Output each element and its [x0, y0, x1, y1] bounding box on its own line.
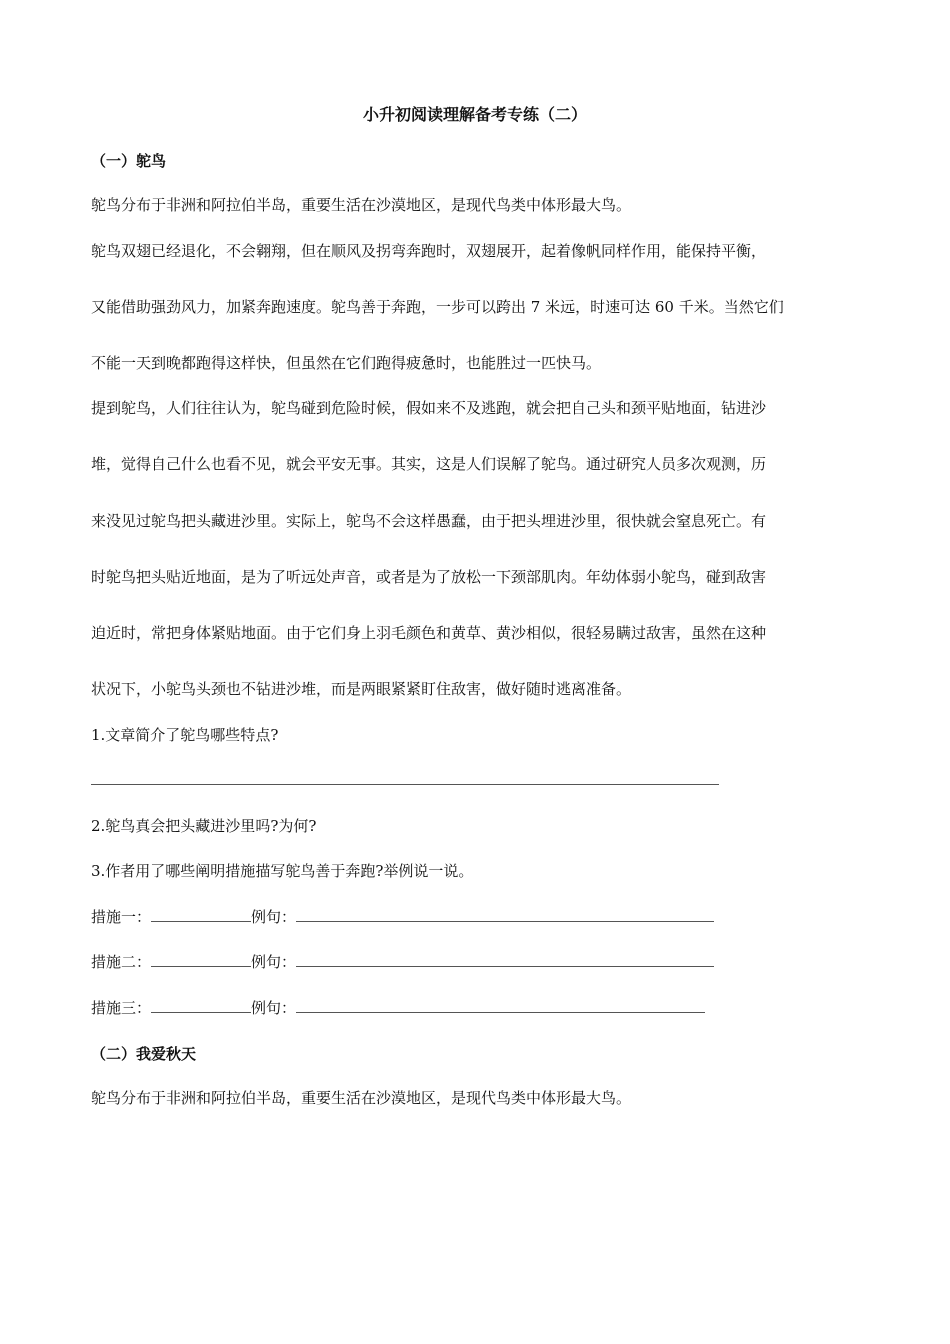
paragraph-running-line-3: 不能一天到晚都跑得这样快，但虽然在它们跑得疲惫时，也能胜过一匹快马。 [91, 354, 602, 372]
paragraph-myth-line-3: 来没见过鸵鸟把头藏进沙里。实际上，鸵鸟不会这样愚蠢，由于把头埋进沙里，很快就会窒息死亡。有 [91, 512, 767, 530]
paragraph-running-line-1: 鸵鸟双翅已经退化，不会翱翔，但在顺风及拐弯奔跑时，双翅展开，起着像帆同样作用，能保持平衡， [91, 242, 767, 260]
answer-line-q1[interactable] [91, 784, 719, 785]
question-3: 3.作者用了哪些阐明措施描写鸵鸟善于奔跑?举例说一说。 [91, 862, 474, 880]
paragraph-myth-line-2: 堆，觉得自己什么也看不见，就会平安无事。其实，这是人们误解了鸵鸟。通过研究人员多次观测，历 [91, 455, 767, 473]
example-blank[interactable] [296, 998, 705, 1013]
paragraph-myth-line-4: 时鸵鸟把头贴近地面，是为了听远处声音，或者是为了放松一下颈部肌肉。年幼体弱小鸵鸟，碰到敌害 [91, 568, 767, 586]
example-blank[interactable] [296, 952, 714, 967]
question-2: 2.鸵鸟真会把头藏进沙里吗?为何? [91, 817, 317, 835]
paragraph-intro: 鸵鸟分布于非洲和阿拉伯半岛，重要生活在沙漠地区，是现代鸟类中体形最大鸟。 [91, 196, 632, 214]
measure-blank[interactable] [151, 952, 251, 967]
measure-row-2 [91, 951, 714, 972]
measure-blank[interactable] [151, 907, 251, 922]
page-title: 小升初阅读理解备考专练（二） [362, 105, 587, 124]
paragraph-autumn: 鸵鸟分布于非洲和阿拉伯半岛，重要生活在沙漠地区，是现代鸟类中体形最大鸟。 [91, 1089, 632, 1107]
paragraph-myth-line-5: 迫近时，常把身体紧贴地面。由于它们身上羽毛颜色和黄草、黄沙相似，很轻易瞒过敌害，虽然在这种 [91, 624, 767, 642]
paragraph-myth-line-1: 提到鸵鸟，人们往往认为，鸵鸟碰到危险时候，假如来不及逃跑，就会把自己头和颈平贴地面，钻进沙 [91, 399, 767, 417]
example-label: 例句： [251, 953, 297, 971]
paragraph-myth-line-6: 状况下，小鸵鸟头颈也不钻进沙堆，而是两眼紧紧盯住敌害，做好随时逃离准备。 [91, 680, 632, 698]
section-heading-ostrich: （一）鸵鸟 [91, 152, 167, 170]
example-label: 例句： [251, 908, 297, 926]
measure-row-1 [91, 906, 714, 927]
measure-label: 措施三： [91, 999, 152, 1017]
measure-blank[interactable] [151, 998, 251, 1013]
example-label: 例句： [251, 999, 297, 1017]
paragraph-running-line-2: 又能借助强劲风力，加紧奔跑速度。鸵鸟善于奔跑，一步可以跨出 7 米远，时速可达 60 千米。当然它们 [91, 298, 784, 316]
section-heading-autumn: （二）我爱秋天 [91, 1045, 197, 1063]
question-1: 1.文章简介了鸵鸟哪些特点? [91, 726, 279, 744]
measure-row-3 [91, 997, 705, 1018]
example-blank[interactable] [296, 907, 714, 922]
measure-label: 措施二： [91, 953, 152, 971]
measure-label: 措施一： [91, 908, 152, 926]
